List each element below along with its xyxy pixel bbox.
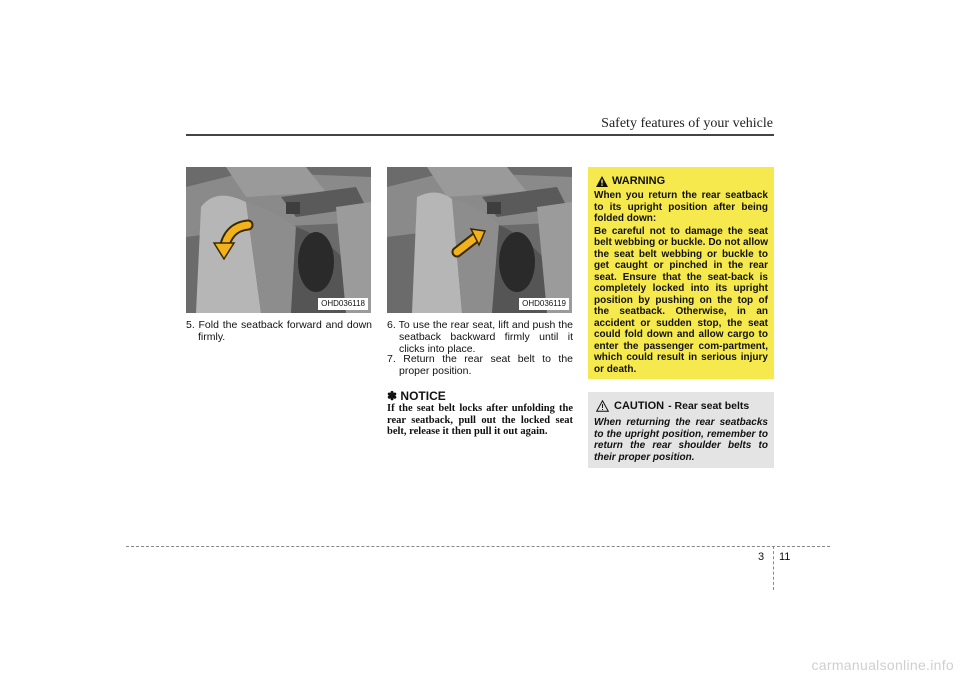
page-header-title: Safety features of your vehicle [601, 116, 773, 131]
seatback-raise-illustration [387, 167, 572, 313]
step-5: 5. Fold the seatback forward and down firmly. [186, 319, 372, 343]
warning-text [594, 190, 768, 375]
warning-icon [596, 176, 608, 187]
warning-intro: When you return the rear seatback to its upright position after being folded down: [594, 190, 768, 224]
notice-heading [387, 389, 446, 403]
step-7: 7. Return the rear seat belt to the proper position. [387, 353, 573, 377]
caution-box [588, 392, 774, 468]
watermark: carmanualsonline.info [811, 657, 954, 673]
caution-title: CAUTION [614, 400, 665, 412]
notice-text: If the seat belt locks after unfolding the rear seatback, pull out the locked seat belt, release it then pull it out again. [387, 403, 573, 437]
caution-heading [596, 400, 749, 412]
seatback-fold-illustration [186, 167, 371, 313]
header-rule [186, 134, 774, 136]
page-number: 11 [779, 551, 791, 563]
step-6: 6. To use the rear seat, lift and push the seatback backward firmly until it clicks into place. [387, 319, 573, 355]
figure-code: OHD036119 [519, 298, 569, 310]
page-chapter: 3 [758, 551, 765, 563]
notice-icon: ✽ [387, 389, 398, 403]
notice-title: NOTICE [400, 389, 446, 403]
caution-text: When returning the rear seatbacks to the upright position, remember to return the rear shoulder belts to their proper position. [594, 417, 768, 463]
figure-fold-seatback [186, 167, 371, 313]
warning-title: WARNING [612, 175, 666, 187]
footer-rule [126, 546, 830, 547]
caution-icon [596, 400, 609, 412]
figure-raise-seatback [387, 167, 572, 313]
footer-divider [773, 546, 774, 590]
figure-code: OHD036118 [318, 298, 368, 310]
warning-detail: Be careful not to damage the seat belt webbing or buckle. Do not allow the seat belt webbing or buckle to get caught or pinched in the rear seat. Ensure that the seat-back is completely locked into its upright position by pushing on the top of the seatback. Otherwise, in an accident or sudden stop, the seat could fold down and allow cargo to enter the passenger com-partment, which could result in serious injury or death. [594, 225, 768, 375]
warning-heading [596, 175, 665, 187]
warning-box [588, 167, 774, 379]
caution-subtitle: - Rear seat belts [668, 400, 750, 412]
